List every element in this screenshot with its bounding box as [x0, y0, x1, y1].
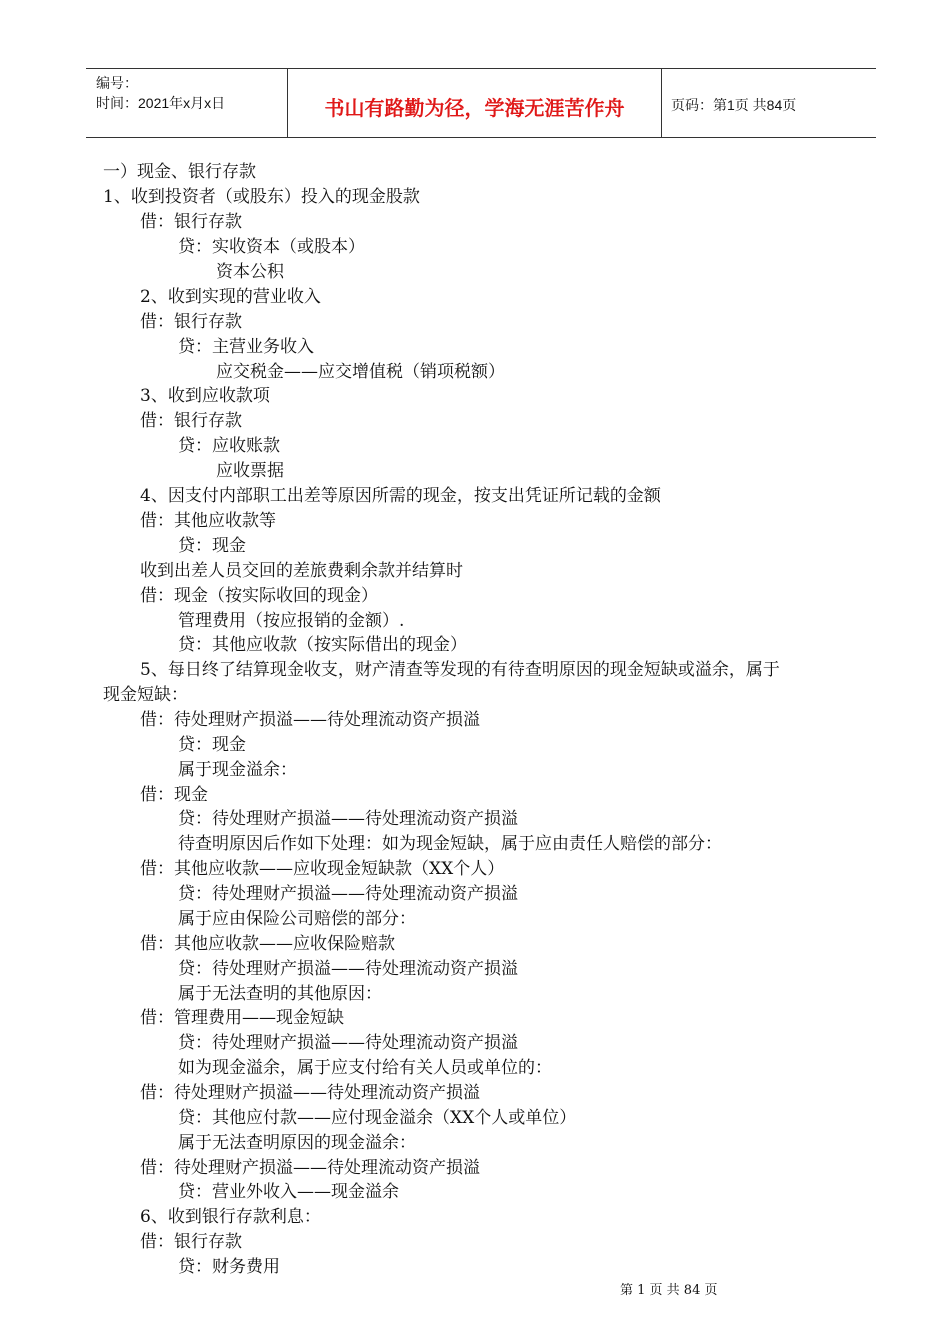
text-line: 借：银行存款	[140, 312, 242, 332]
text-line: 如为现金溢余，属于应支付给有关人员或单位的：	[178, 1058, 552, 1078]
text-line: 应交税金——应交增值税（销项税额）	[216, 362, 505, 382]
text-line: 贷：主营业务收入	[178, 337, 314, 357]
header-page-number: 页码：第1页 共84页	[671, 97, 797, 113]
text-line: 5、每日终了结算现金收支，财产清查等发现的有待查明原因的现金短缺或溢余，属于	[140, 660, 780, 680]
text-line: 借：银行存款	[140, 1232, 242, 1252]
text-line: 借：其他应收款等	[140, 511, 276, 531]
page-header	[86, 68, 876, 138]
text-line: 贷：应收账款	[178, 436, 280, 456]
text-line: 借：银行存款	[140, 212, 242, 232]
text-line: 贷：实收资本（或股本）	[178, 237, 365, 257]
header-motto: 书山有路勤为径，学海无涯苦作舟	[324, 95, 625, 120]
text-line: 管理费用（按应报销的金额）.	[178, 611, 405, 631]
text-line: 2、收到实现的营业收入	[140, 287, 321, 307]
text-line: 1、收到投资者（或股东）投入的现金股款	[103, 187, 420, 207]
header-page-cell	[661, 69, 876, 137]
text-line: 资本公积	[216, 262, 284, 282]
text-line: 借：现金（按实际收回的现金）	[140, 586, 378, 606]
header-motto-cell	[287, 69, 662, 137]
text-line: 属于应由保险公司赔偿的部分：	[178, 909, 416, 929]
text-line: 借：其他应收款——应收保险赔款	[140, 934, 395, 954]
text-line: 贷：其他应付款——应付现金溢余（XX个人或单位）	[178, 1108, 577, 1128]
text-line: 贷：待处理财产损溢——待处理流动资产损溢	[178, 884, 518, 904]
text-line: 属于无法查明原因的现金溢余：	[178, 1133, 416, 1153]
text-line: 借：待处理财产损溢——待处理流动资产损溢	[140, 1158, 480, 1178]
text-line: 贷：其他应收款（按实际借出的现金）	[178, 635, 467, 655]
text-line: 贷：待处理财产损溢——待处理流动资产损溢	[178, 809, 518, 829]
text-line: 贷：现金	[178, 735, 246, 755]
page-footer: 第 1 页 共 84 页	[620, 1283, 718, 1298]
text-line: 收到出差人员交回的差旅费剩余款并结算时	[140, 561, 463, 581]
text-line: 借：现金	[140, 785, 208, 805]
text-line: 贷：财务费用	[178, 1257, 280, 1277]
text-line: 贷：营业外收入——现金溢余	[178, 1182, 399, 1202]
text-line: 现金短缺：	[103, 685, 188, 705]
document-time-label: 时间：2021年x月x日	[96, 95, 226, 111]
text-line: 借：待处理财产损溢——待处理流动资产损溢	[140, 710, 480, 730]
text-line: 贷：待处理财产损溢——待处理流动资产损溢	[178, 959, 518, 979]
text-line: 属于现金溢余：	[178, 760, 297, 780]
header-info-cell	[86, 69, 286, 137]
section-heading: 一）现金、银行存款	[103, 162, 256, 182]
text-line: 借：管理费用——现金短缺	[140, 1008, 344, 1028]
text-line: 贷：待处理财产损溢——待处理流动资产损溢	[178, 1033, 518, 1053]
text-line: 属于无法查明的其他原因：	[178, 984, 382, 1004]
text-line: 4、因支付内部职工出差等原因所需的现金，按支出凭证所记载的金额	[140, 486, 661, 506]
text-line: 借：待处理财产损溢——待处理流动资产损溢	[140, 1083, 480, 1103]
text-line: 借：其他应收款——应收现金短缺款（XX个人）	[140, 859, 505, 879]
text-line: 应收票据	[216, 461, 284, 481]
text-line: 6、收到银行存款利息：	[140, 1207, 321, 1227]
document-number-label: 编号：	[96, 75, 138, 91]
text-line: 借：银行存款	[140, 411, 242, 431]
text-line: 待查明原因后作如下处理：如为现金短缺，属于应由责任人赔偿的部分：	[178, 834, 722, 854]
text-line: 3、收到应收款项	[140, 386, 270, 406]
text-line: 贷：现金	[178, 536, 246, 556]
